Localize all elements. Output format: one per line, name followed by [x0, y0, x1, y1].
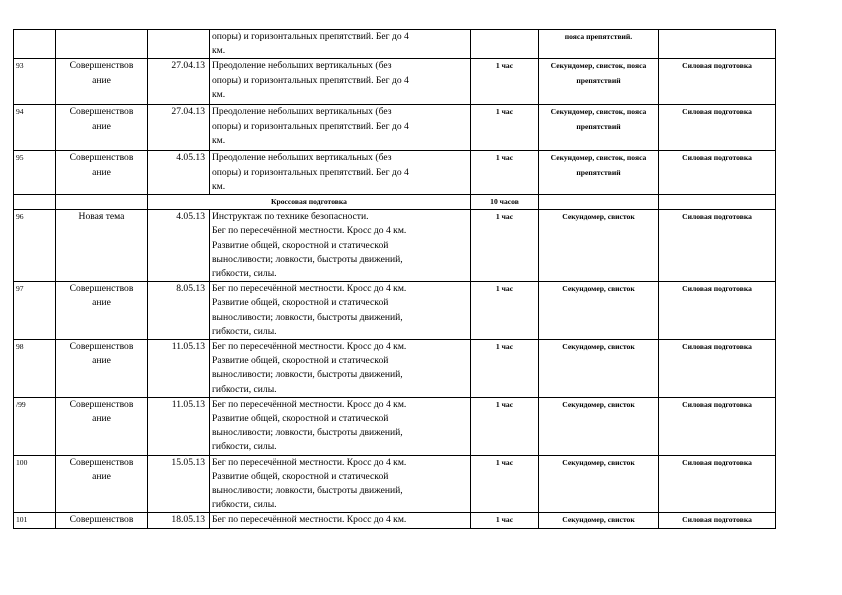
- equipment-cell: [539, 282, 659, 340]
- hours-cell: [471, 195, 539, 210]
- lesson-date-cell-text: 4.05.13: [176, 211, 205, 223]
- lesson-date-cell-text: 27.04.13: [171, 60, 205, 72]
- lesson-date-cell-text: 15.05.13: [171, 456, 205, 468]
- equipment-cell: [539, 455, 659, 513]
- equipment-cell: [539, 105, 659, 151]
- lesson-content-cell-text: Бег по пересечённой местности. Кросс до 4 км. Развитие общей, скоростной и статической выносливости; ловкости, быстроты движений, гибкости, силы.: [212, 341, 407, 395]
- lesson-type-cell-text: Новая тема: [78, 211, 125, 223]
- lesson-date-cell: [148, 105, 210, 151]
- equipment-cell: [539, 210, 659, 282]
- type-cell: [56, 195, 148, 210]
- preparation-cell-text: Силовая подготовка: [682, 457, 752, 467]
- equipment-cell: [539, 30, 659, 59]
- hours-cell: [471, 282, 539, 340]
- preparation-cell-text: Силовая подготовка: [682, 515, 752, 525]
- lesson-type-cell: [56, 151, 148, 195]
- preparation-cell: [659, 340, 776, 398]
- lesson-number-cell: [14, 282, 56, 340]
- hours-cell-text: 1 час: [495, 153, 514, 163]
- preparation-cell: [659, 210, 776, 282]
- preparation-cell-text: Силовая подготовка: [682, 342, 752, 352]
- table-row: [14, 30, 776, 59]
- lesson-number-cell-text: /99: [16, 399, 26, 409]
- equipment-cell-text: Секундомер, свисток, пояса препятствий: [550, 61, 647, 85]
- preparation-cell: [659, 105, 776, 151]
- table-row: [14, 340, 776, 398]
- equipment-cell-text: Секундомер, свисток: [562, 515, 635, 525]
- hours-cell: [471, 151, 539, 195]
- table-row: [14, 59, 776, 105]
- equipment-cell: [539, 195, 659, 210]
- lesson-number-cell: [14, 513, 56, 528]
- preparation-cell-text: Силовая подготовка: [682, 153, 752, 163]
- preparation-cell: [659, 282, 776, 340]
- lesson-content-cell: [210, 30, 471, 59]
- lesson-content-cell: [210, 282, 471, 340]
- lesson-number-cell-text: 96: [16, 212, 24, 222]
- lesson-number-cell: [14, 30, 56, 59]
- preparation-cell: [659, 30, 776, 59]
- table-row: [14, 151, 776, 195]
- lesson-content-cell: [210, 455, 471, 513]
- equipment-cell: [539, 59, 659, 105]
- hours-cell: [471, 210, 539, 282]
- equipment-cell: [539, 340, 659, 398]
- table-body: [14, 30, 776, 529]
- lesson-type-cell: [56, 30, 148, 59]
- lesson-number-cell-text: 98: [16, 342, 24, 352]
- lesson-content-cell: [210, 340, 471, 398]
- preparation-cell-text: Силовая подготовка: [682, 284, 752, 294]
- preparation-cell: [659, 59, 776, 105]
- lesson-date-cell-text: 11.05.13: [171, 341, 205, 353]
- lesson-type-cell: [56, 513, 148, 528]
- hours-cell-text: 1 час: [495, 284, 514, 294]
- lesson-number-cell-text: 97: [16, 284, 24, 294]
- hours-cell-text: 1 час: [495, 212, 514, 222]
- lesson-number-cell: [14, 340, 56, 398]
- lesson-content-cell-text: Бег по пересечённой местности. Кросс до 4 км. Развитие общей, скоростной и статической выносливости; ловкости, быстроты движений, гибкости, силы.: [212, 456, 407, 511]
- lesson-type-cell-text: Совершенствов ание: [69, 283, 134, 309]
- equipment-cell: [539, 397, 659, 455]
- lesson-type-cell-text: Совершенствов ание: [69, 341, 134, 367]
- lesson-number-cell-text: 100: [16, 457, 28, 467]
- lesson-content-cell: [210, 513, 471, 528]
- table-row: [14, 513, 776, 528]
- lesson-type-cell: [56, 59, 148, 105]
- lesson-content-cell-text: Бег по пересечённой местности. Кросс до 4 км. Развитие общей, скоростной и статической выносливости; ловкости, быстроты движений, гибкости, силы.: [212, 398, 407, 453]
- lesson-date-cell: [148, 282, 210, 340]
- hours-cell-text: 1 час: [495, 107, 514, 117]
- hours-cell-text: 1 час: [495, 61, 514, 71]
- lesson-type-cell: [56, 397, 148, 455]
- lesson-number-cell: [14, 397, 56, 455]
- hours-cell-text: 1 час: [495, 399, 514, 409]
- equipment-cell-text: Секундомер, свисток: [562, 457, 635, 467]
- equipment-cell: [539, 513, 659, 528]
- lesson-content-cell-text: опоры) и горизонтальных препятствий. Бег до 4 км.: [212, 31, 409, 57]
- lesson-date-cell: [148, 30, 210, 59]
- prep-cell: [659, 195, 776, 210]
- lesson-number-cell: [14, 455, 56, 513]
- hours-cell: [471, 30, 539, 59]
- hours-cell-text: 1 час: [495, 457, 514, 467]
- lesson-number-cell-text: 101: [16, 515, 28, 525]
- hours-cell-text: 10 часов: [490, 197, 519, 207]
- lesson-content-cell-text: Преодоление небольших вертикальных (без опоры) и горизонтальных препятствий. Бег до 4 км.: [212, 60, 409, 100]
- section-title-cell-text: Кроссовая подготовка: [271, 197, 347, 207]
- lesson-date-cell: [148, 397, 210, 455]
- equipment-cell: [539, 151, 659, 195]
- lesson-content-cell: [210, 210, 471, 282]
- equipment-cell-text: Секундомер, свисток: [562, 284, 635, 294]
- preparation-cell-text: Силовая подготовка: [682, 61, 752, 71]
- lesson-number-cell-text: 93: [16, 61, 24, 71]
- lesson-content-cell: [210, 59, 471, 105]
- lesson-content-cell-text: Преодоление небольших вертикальных (без опоры) и горизонтальных препятствий. Бег до 4 км.: [212, 152, 409, 192]
- equipment-cell-text: Секундомер, свисток: [562, 399, 635, 409]
- table-row: [14, 282, 776, 340]
- lesson-date-cell: [148, 455, 210, 513]
- lesson-date-cell: [148, 340, 210, 398]
- hours-cell-text: 1 час: [495, 515, 514, 525]
- hours-cell: [471, 59, 539, 105]
- lesson-date-cell-text: 27.04.13: [171, 106, 205, 118]
- table-row: [14, 397, 776, 455]
- lesson-type-cell: [56, 105, 148, 151]
- preparation-cell: [659, 151, 776, 195]
- lesson-content-cell-text: Бег по пересечённой местности. Кросс до 4 км.: [212, 514, 407, 526]
- hours-cell: [471, 397, 539, 455]
- lesson-plan-table: [13, 29, 776, 529]
- table-row: [14, 455, 776, 513]
- lesson-number-cell: [14, 59, 56, 105]
- lesson-date-cell: [148, 59, 210, 105]
- lesson-type-cell-text: Совершенствов: [69, 514, 134, 526]
- preparation-cell-text: Силовая подготовка: [682, 212, 752, 222]
- hours-cell: [471, 513, 539, 528]
- equipment-cell-text: Секундомер, свисток, пояса препятствий: [550, 153, 647, 177]
- hours-cell-text: 1 час: [495, 342, 514, 352]
- lesson-number-cell-text: 94: [16, 107, 24, 117]
- lesson-content-cell-text: Инструктаж по технике безопасности. Бег по пересечённой местности. Кросс до 4 км. Развитие общей, скоростной и статической выносливости; ловкости, быстроты движений, гибкости, силы.: [212, 211, 407, 280]
- lesson-type-cell-text: Совершенствов ание: [69, 60, 134, 86]
- lesson-type-cell: [56, 210, 148, 282]
- lesson-type-cell: [56, 340, 148, 398]
- lesson-date-cell: [148, 210, 210, 282]
- lesson-type-cell-text: Совершенствов ание: [69, 456, 134, 482]
- lesson-content-cell: [210, 105, 471, 151]
- table-row: [14, 105, 776, 151]
- equipment-cell-text: пояса препятствий.: [564, 32, 633, 41]
- lesson-date-cell-text: 11.05.13: [171, 398, 205, 410]
- lesson-date-cell: [148, 151, 210, 195]
- lesson-content-cell-text: Бег по пересечённой местности. Кросс до 4 км. Развитие общей, скоростной и статической выносливости; ловкости, быстроты движений, гибкости, силы.: [212, 283, 407, 337]
- section-title-cell: [148, 195, 471, 210]
- hours-cell: [471, 455, 539, 513]
- lesson-type-cell-text: Совершенствов ание: [69, 398, 134, 425]
- preparation-cell-text: Силовая подготовка: [682, 399, 752, 409]
- lesson-content-cell: [210, 151, 471, 195]
- lesson-type-cell: [56, 282, 148, 340]
- lesson-type-cell-text: Совершенствов ание: [69, 152, 134, 178]
- lesson-date-cell: [148, 513, 210, 528]
- lesson-type-cell-text: Совершенствов ание: [69, 106, 134, 132]
- table-row: [14, 210, 776, 282]
- preparation-cell: [659, 513, 776, 528]
- section-header-row: [14, 195, 776, 210]
- num-cell: [14, 195, 56, 210]
- lesson-type-cell: [56, 455, 148, 513]
- lesson-number-cell: [14, 210, 56, 282]
- lesson-content-cell-text: Преодоление небольших вертикальных (без опоры) и горизонтальных препятствий. Бег до 4 км.: [212, 106, 409, 146]
- preparation-cell: [659, 397, 776, 455]
- lesson-number-cell: [14, 105, 56, 151]
- preparation-cell: [659, 455, 776, 513]
- equipment-cell-text: Секундомер, свисток, пояса препятствий: [550, 107, 647, 131]
- lesson-date-cell-text: 18.05.13: [171, 514, 205, 526]
- lesson-date-cell-text: 8.05.13: [176, 283, 205, 295]
- equipment-cell-text: Секундомер, свисток: [562, 212, 635, 222]
- equipment-cell-text: Секундомер, свисток: [562, 342, 635, 352]
- lesson-number-cell: [14, 151, 56, 195]
- lesson-content-cell: [210, 397, 471, 455]
- lesson-number-cell-text: 95: [16, 153, 24, 163]
- hours-cell: [471, 340, 539, 398]
- preparation-cell-text: Силовая подготовка: [682, 107, 752, 117]
- hours-cell: [471, 105, 539, 151]
- lesson-date-cell-text: 4.05.13: [176, 152, 205, 164]
